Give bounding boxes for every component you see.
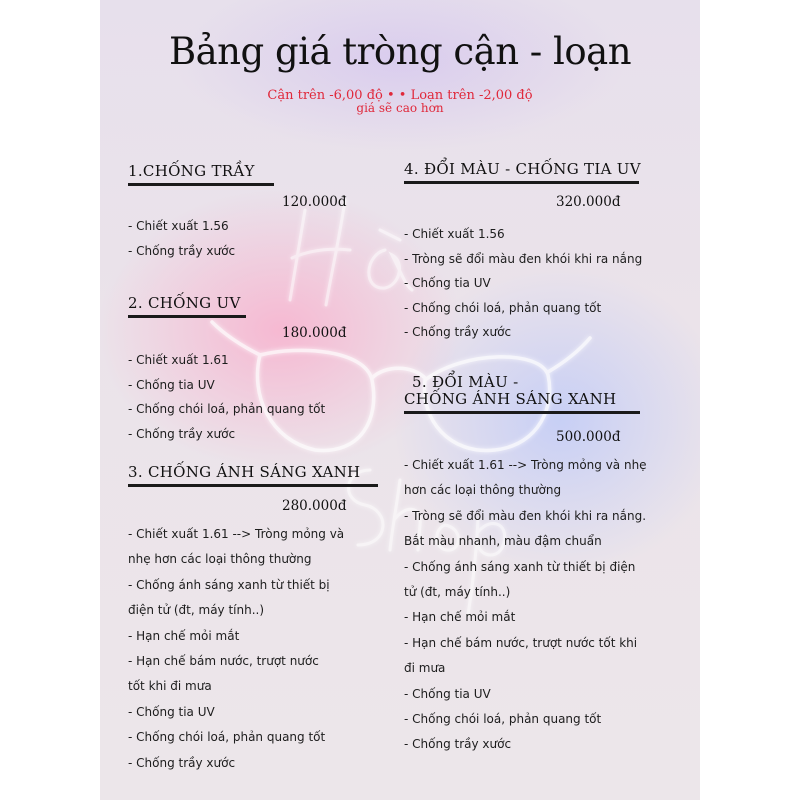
feature-item: - Chiết xuất 1.61 --> Tròng mỏng và nhẹ bbox=[404, 458, 647, 472]
section-5-heading bbox=[404, 374, 640, 414]
feature-item: - Chống tia UV bbox=[128, 704, 215, 719]
heading-underline bbox=[128, 484, 378, 487]
section-2-heading bbox=[128, 295, 246, 318]
feature-item: hơn các loại thông thường bbox=[404, 483, 562, 498]
section-4-features bbox=[404, 222, 642, 345]
feature-item: - Chống tia UV bbox=[404, 276, 491, 290]
feature-item: đi mưa bbox=[404, 661, 446, 676]
section-3-heading bbox=[128, 464, 378, 487]
section-1-features bbox=[128, 214, 235, 263]
section-4-price: 320.000đ bbox=[556, 194, 621, 210]
section-3-price: 280.000đ bbox=[282, 498, 347, 514]
feature-item: nhẹ hơn các loại thông thường bbox=[128, 552, 312, 567]
feature-item: - Chống chói loá, phản quang tốt bbox=[128, 402, 326, 416]
feature-item: tốt khi đi mưa bbox=[128, 679, 212, 694]
feature-item: - Hạn chế mỏi mắt bbox=[128, 628, 240, 643]
feature-item: - Chống chói loá, phản quang tốt bbox=[404, 711, 602, 726]
feature-item: - Hạn chế mỏi mắt bbox=[404, 610, 516, 625]
section-4-heading bbox=[404, 161, 639, 184]
section-5-features bbox=[404, 453, 647, 758]
feature-item: điện tử (đt, máy tính..) bbox=[128, 603, 265, 618]
heading-underline bbox=[128, 315, 246, 318]
section-title: 1.CHỐNG TRẦY bbox=[128, 162, 255, 180]
price-poster bbox=[100, 0, 700, 800]
page-title: Bảng giá tròng cận - loạn bbox=[168, 30, 632, 73]
feature-item: - Hạn chế bám nước, trượt nước bbox=[128, 653, 319, 668]
feature-item: - Chống trầy xước bbox=[128, 755, 236, 770]
heading-underline bbox=[404, 411, 640, 414]
section-2-features bbox=[128, 348, 325, 446]
section-title: 4. ĐỔI MÀU - CHỐNG TIA UV bbox=[404, 160, 641, 178]
feature-item: - Chống chói loá, phản quang tốt bbox=[128, 730, 326, 745]
feature-item: - Tròng sẽ đổi màu đen khói khi ra nắng bbox=[404, 251, 643, 266]
feature-item: - Hạn chế bám nước, trượt nước tốt khi bbox=[404, 635, 638, 650]
surcharge-note-sub: giá sẽ cao hơn bbox=[356, 101, 444, 115]
feature-item: - Chống trầy xước bbox=[128, 243, 236, 258]
feature-item: - Chống trầy xước bbox=[404, 737, 512, 752]
feature-item: - Chống trầy xước bbox=[404, 325, 512, 339]
feature-item: - Chống ánh sáng xanh từ thiết bị bbox=[128, 577, 330, 592]
feature-item: - Chiết xuất 1.56 bbox=[404, 227, 505, 241]
feature-item: - Chiết xuất 1.56 bbox=[128, 219, 229, 233]
feature-item: - Tròng sẽ đổi màu đen khói khi ra nắng. bbox=[404, 508, 647, 523]
feature-item: - Chống trầy xước bbox=[128, 426, 236, 441]
feature-item: tử (đt, máy tính..) bbox=[404, 584, 511, 599]
section-1-price: 120.000đ bbox=[282, 194, 347, 210]
feature-item: - Chống ánh sáng xanh từ thiết bị điện bbox=[404, 559, 636, 574]
section-title-line2: CHỐNG ÁNH SÁNG XANH bbox=[404, 390, 617, 408]
section-5-price: 500.000đ bbox=[556, 429, 621, 445]
section-2-price: 180.000đ bbox=[282, 325, 347, 341]
section-1-heading bbox=[128, 163, 274, 186]
feature-item: - Chiết xuất 1.61 bbox=[128, 353, 229, 367]
section-title: 5. ĐỔI MÀU - bbox=[412, 373, 519, 391]
section-title: 2. CHỐNG UV bbox=[128, 294, 241, 312]
heading-underline bbox=[404, 181, 639, 184]
feature-item: - Chống tia UV bbox=[128, 377, 215, 392]
feature-item: - Chiết xuất 1.61 --> Tròng mỏng và bbox=[128, 527, 345, 541]
surcharge-note: Cận trên -6,00 độ • • Loạn trên -2,00 độ bbox=[267, 88, 533, 103]
feature-item: - Chống tia UV bbox=[404, 686, 491, 701]
section-3-features bbox=[128, 522, 344, 776]
feature-item: - Chống chói loá, phản quang tốt bbox=[404, 300, 602, 315]
heading-underline bbox=[128, 183, 274, 186]
feature-item: Bắt màu nhanh, màu đậm chuẩn bbox=[404, 534, 602, 549]
section-title: 3. CHỐNG ÁNH SÁNG XANH bbox=[128, 463, 361, 481]
